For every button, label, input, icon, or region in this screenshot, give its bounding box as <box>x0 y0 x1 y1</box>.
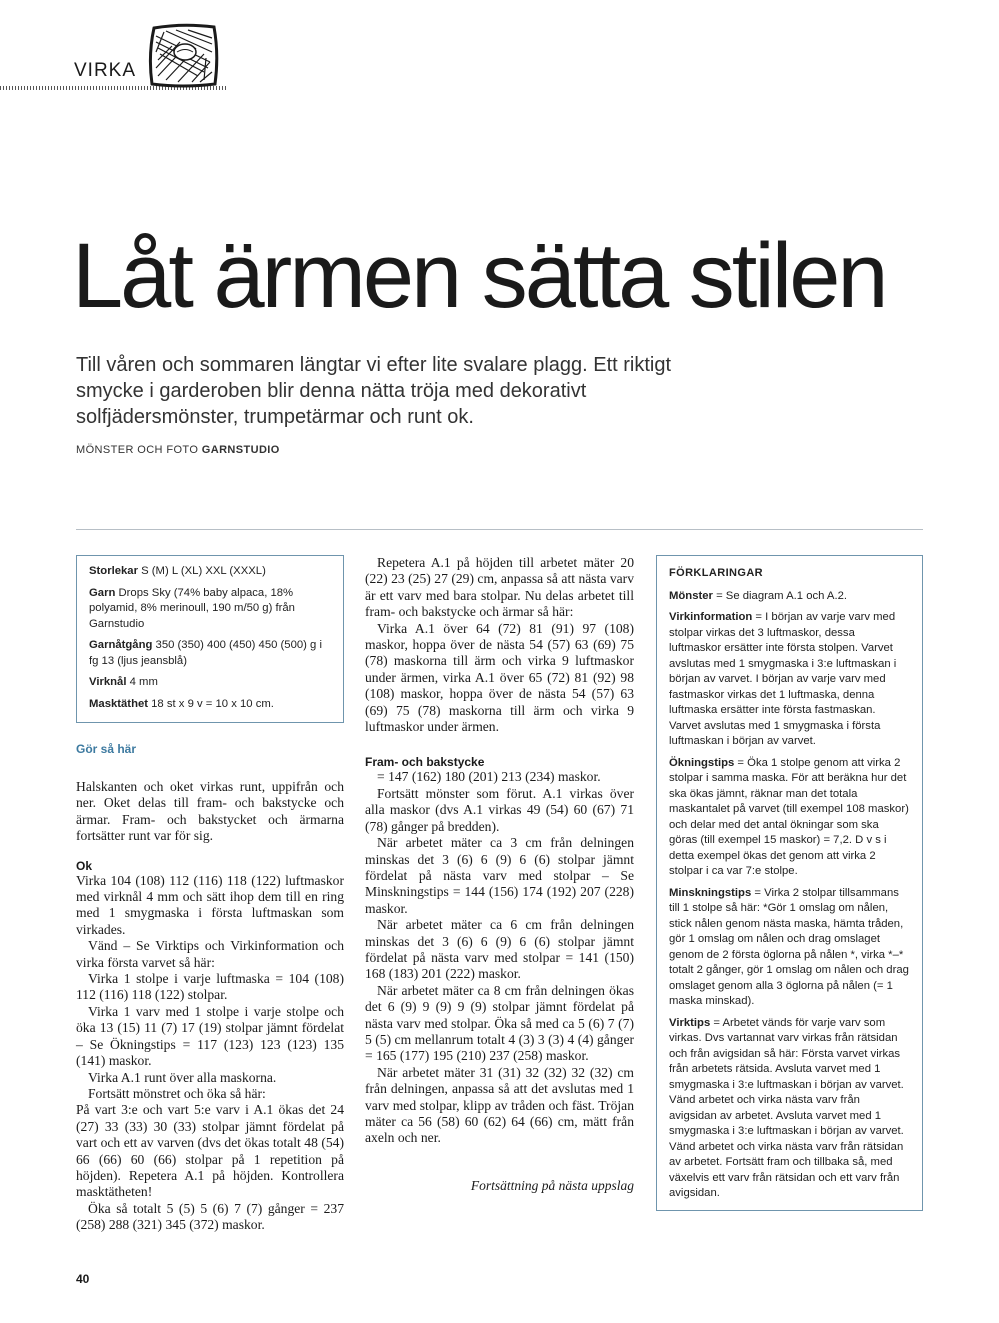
paragraph: På vart 3:e och vart 5:e varv i A.1 ökas det 24 (27) 33 (33) 30 (33) stolpar jämnt fördelat på vart och ett av varven (dvs det ökas totalt 48 (54) 66 (66) 60 (66) stolpar på 1 repetition på höjden). Repetera A.1 på höjden. Kontrollera masktätheten! <box>76 1102 344 1200</box>
yoke-heading: Ok <box>76 858 93 873</box>
paragraph: När arbetet mäter 31 (31) 32 (32) 32 (32) cm från delningen, anpassa så att det avslutas med 1 varv med stolpar, klipp av tråden och fäst. Tröjan mäter ca 56 (58) 60 (62) 64 (66) cm, mätt från axeln och ner. <box>365 1064 634 1146</box>
column-right <box>656 555 923 1211</box>
paragraph: Virka 104 (108) 112 (116) 118 (122) luftmaskor med virknål 4 mm och sätt ihop dem till en ring med 1 smygmaska i första luftmaskan som virkades. <box>76 872 344 937</box>
explanations-box <box>656 555 923 1211</box>
credit-label: MÖNSTER OCH FOTO <box>76 444 202 456</box>
explanation-decrease-tip: Minskningstips = Virka 2 stolpar tillsammans till 1 stolpe så här: *Gör 1 omslag om nålen, stick nålen genom nästa maska, hämta tråden, gör 1 omslag om nålen och drag omslaget genom de 2 första öglorna på nålen *, virka *–* totalt 2 gånger, gör 1 omslag om nålen och drag omslaget genom alla 3 öglorna på nålen (= 1 maska minskad). <box>669 886 909 1007</box>
spec-yarn-amount: Garnåtgång 350 (350) 400 (450) 450 (500) g i fg 13 (ljus jeansblå) <box>89 639 322 667</box>
explanation-pattern: Mönster = Se diagram A.1 och A.2. <box>669 589 848 602</box>
howto-heading: Gör så här <box>76 742 137 756</box>
explanations-title: FÖRKLARINGAR <box>669 567 764 579</box>
spec-gauge: Masktäthet 18 st x 9 v = 10 x 10 cm. <box>89 697 274 710</box>
explanation-crochet-info: Virkinformation = I början av varje varv med stolpar virkas det 3 luftmaskor, dessa luftmaskor ersätter inte första stolpen. Varvet avslutas med 1 smygmaska i 3:e luftmaskan i början av varvet. I början av varje varv med fastmaskor virkas det 1 luftmaska, denna luftmaska ersätter inte första fastmaskan. Varvet avslutas med 1 smygmaska i första luftmaskan i början av varvet. <box>669 611 897 747</box>
credit-name: GARNSTUDIO <box>201 444 280 456</box>
column-middle <box>365 555 634 1194</box>
spec-hook: Virknål 4 mm <box>89 676 158 688</box>
front-back-text <box>365 769 634 1146</box>
explanation-crochet-tip: Virktips = Arbetet vänds för varje varv som virkas. Dvs vartannat varv virkas från rätsidan och från avigsidan så här: Första varvet virkas från arbetets rätsida. Avsluta varvet med 1 smygmaska i 3:e luftmaskan i början av varvet. Vänd arbetet och virka nästa varv från avigsidan av arbetet. Avsluta varvet med 1 smygmaska i 3:e luftmaskan i början av varvet. Vänd arbetet och virka nästa varv från rätsidan av arbetet. Fortsätt fram och tillbaka så, med växelvis ett varv från rätsidan och ett varv från avigsidan. <box>669 1016 904 1199</box>
spec-yarn: Garn Drops Sky (74% baby alpaca, 18% polyamid, 8% merinoull, 190 m/50 g) från Garnstudio <box>89 586 295 630</box>
paragraph: = 147 (162) 180 (201) 213 (234) maskor. <box>377 769 601 785</box>
specs-box <box>76 555 344 723</box>
page-number: 40 <box>76 1272 90 1286</box>
section-label: VIRKA <box>74 60 137 81</box>
body-text <box>365 555 634 735</box>
paragraph: Öka så totalt 5 (5) 5 (6) 7 (7) gånger = 237 (258) 288 (321) 345 (372) maskor. <box>76 1200 344 1233</box>
article-intro: Till våren och sommaren längtar vi efter lite svalare plagg. Ett riktigt smycke i garderoben blir denna nätta tröja med dekorativt solfjädersmönster, trumpetärmar och runt ok. <box>76 354 672 428</box>
paragraph: Repetera A.1 på höjden till arbetet mäter 20 (22) 23 (25) 27 (29) cm, anpassa så att nästa varv är ett varv med bara stolpar. Nu delas arbetet till fram- och bakstycke och ärmar så här: <box>365 555 634 620</box>
column-left <box>76 555 344 1234</box>
howto-text <box>76 779 344 845</box>
paragraph: Fortsätt mönster som förut. A.1 virkas över alla maskor (dvs A.1 virkas 49 (54) 60 (67) 71 (78) gånger på bredden). <box>365 785 634 834</box>
paragraph: När arbetet mäter ca 6 cm från delningen minskas det 3 (6) 6 (9) 6 (6) stolpar jämnt fördelat på nästa varv med stolpar = 141 (150) 168 (183) 201 (222) maskor. <box>365 917 634 982</box>
continued-note: Fortsättning på nästa uppslag <box>470 1177 634 1193</box>
paragraph: Virka 1 stolpe i varje luftmaska = 104 (108) 112 (116) 118 (122) stolpar. <box>76 971 344 1003</box>
paragraph: Virka A.1 över 64 (72) 81 (91) 97 (108) maskor, hoppa över de nästa 54 (57) 63 (69) 75 (78) maskorna till ärm och virka 9 luftmaskor under ärmen, virka A.1 över 65 (72) 81 (92) 98 (108) maskor, hoppa över de nästa 54 (57) 63 (69) 75 (78) maskorna till ärm och virka 9 luftmaskor under ärmen. <box>365 620 634 735</box>
article-title: Låt ärmen sätta stilen <box>72 225 886 327</box>
paragraph: Virka A.1 runt över alla maskorna. <box>88 1069 277 1085</box>
front-back-heading: Fram- och bakstycke <box>365 755 485 770</box>
yoke-text <box>76 873 344 1234</box>
paragraph: Halskanten och oket virkas runt, uppifrån och ner. Oket delas till fram- och bakstycke och ärmar. Fram- och bakstycket och ärmarna fortsätter runt var för sig. <box>76 779 344 844</box>
paragraph: När arbetet mäter ca 3 cm från delningen minskas det 3 (6) 6 (9) 6 (6) stolpar jämnt fördelat på nästa varv med stolpar – Se Minskningstips = 144 (156) 174 (192) 207 (228) maskor. <box>365 835 634 916</box>
paragraph: När arbetet mäter ca 8 cm från delningen ökas det 6 (9) 9 (9) 9 (9) stolpar jämnt fördelat på nästa varv med stolpar. Öka så med ca 5 (6) 7 (7) 5 (5) cm mellanrum totalt 4 (3) 3 (3) 4 (4) gånger = 165 (177) 195 (210) 237 (258) maskor. <box>365 982 634 1064</box>
paragraph: Fortsätt mönstret och öka så här: <box>88 1085 266 1101</box>
article-credit <box>76 444 280 456</box>
explanation-increase-tip: Ökningstips = Öka 1 stolpe genom att virka 2 stolpar i samma maska. För att beräkna hur det ska ökas jämnt, räknar man det totala maskantalet på varvet (till exempel 108 maskor) och delar med det antal ökningar som ska göras (till exempel 15 maskor) = 7,2. D v s i detta exempel ökas det genom att virka 2 stolpar i ca var 7:e stolpe. <box>669 756 909 877</box>
yarn-ball-icon <box>146 22 220 88</box>
spec-sizes: Storlekar S (M) L (XL) XXL (XXXL) <box>89 565 266 577</box>
section-divider <box>76 529 923 530</box>
paragraph: Virka 1 varv med 1 stolpe i varje stolpe och öka 13 (15) 11 (7) 17 (19) stolpar jämnt fördelat – Se Ökningstips = 117 (123) 123 (123) 135 (141) maskor. <box>76 1003 344 1069</box>
paragraph: Vänd – Se Virktips och Virkinformation och virka första varvet så här: <box>76 938 344 970</box>
